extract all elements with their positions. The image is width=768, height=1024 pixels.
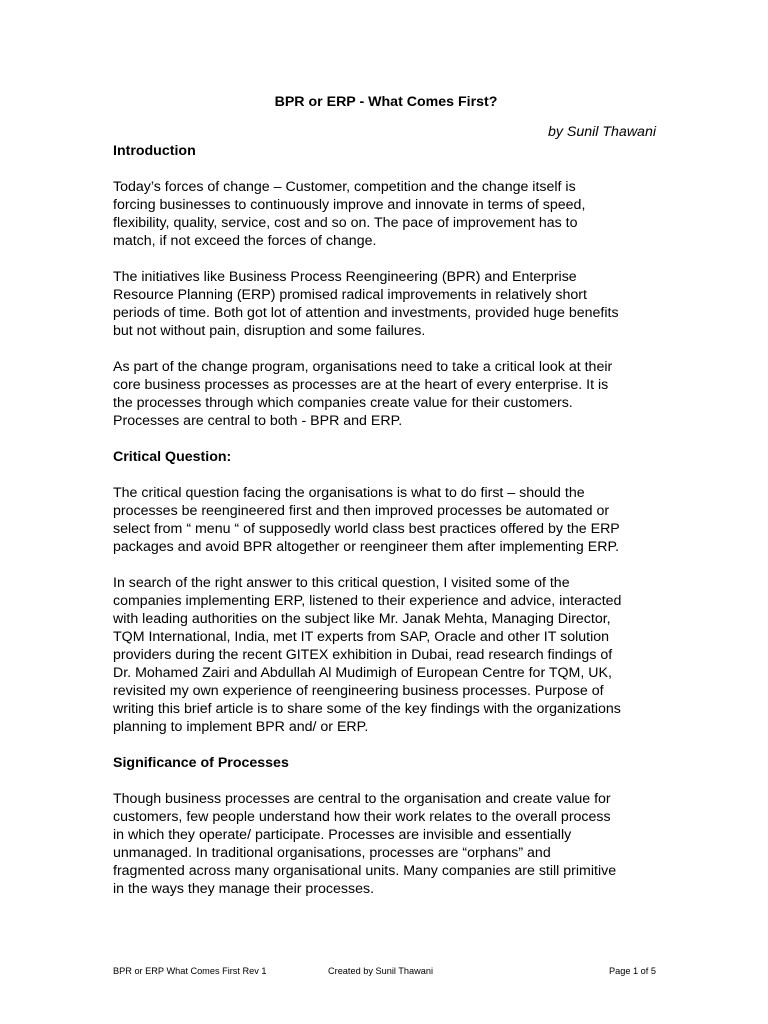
paragraph: The critical question facing the organisations is what to do first – should the processes be reengineered first and then improved processes be automated or select from “ menu “ of supposedly world class best practices offered by the ERP packages and avoid BPR altogether or reengineer them after implementing ERP.	[113, 485, 620, 555]
section-heading-introduction: Introduction	[113, 143, 196, 159]
paragraph: The initiatives like Business Process Reengineering (BPR) and Enterprise Resource Planning (ERP) promised radical improvements in relatively short periods of time. Both got lot of attention and investments, provided huge benefits but not without pain, disruption and some failures.	[113, 269, 619, 339]
document-body	[113, 93, 658, 898]
document-title: BPR or ERP - What Comes First?	[274, 94, 498, 110]
footer-document-name: BPR or ERP What Comes First Rev 1	[113, 966, 267, 976]
section-heading-critical-question: Critical Question:	[113, 449, 232, 465]
author-byline: by Sunil Thawani	[547, 124, 656, 140]
paragraph: Today’s forces of change – Customer, competition and the change itself is forcing businesses to continuously improve and innovate in terms of speed, flexibility, quality, service, cost and so on. The pace of improvement has to match, if not exceed the forces of change.	[113, 179, 586, 249]
paragraph: In search of the right answer to this critical question, I visited some of the companies implementing ERP, listened to their experience and advice, interacted with leading authorities on the subject like Mr. Janak Mehta, Managing Director, TQM International, India, met IT experts from SAP, Oracle and other IT solution providers during the recent GITEX exhibition in Dubai, read research findings of Dr. Mohamed Zairi and Abdullah Al Mudimigh of European Centre for TQM, UK, revisited my own experience of reengineering business processes. Purpose of writing this brief article is to share some of the key findings with the organizations planning to implement BPR and/ or ERP.	[113, 575, 622, 735]
section-heading-significance: Significance of Processes	[113, 755, 289, 771]
footer-author: Created by Sunil Thawani	[328, 966, 434, 976]
footer-page-number: Page 1 of 5	[609, 966, 656, 976]
paragraph: Though business processes are central to the organisation and create value for customers, few people understand how their work relates to the overall process in which they operate/ participate. Processes are invisible and essentially unmanaged. In traditional organisations, processes are “orphans” and fragmented across many organisational units. Many companies are still primitive in the ways they manage their processes.	[113, 791, 617, 897]
paragraph: As part of the change program, organisations need to take a critical look at their core business processes as processes are at the heart of every enterprise. It is the processes through which companies create value for their customers. Processes are central to both - BPR and ERP.	[113, 359, 613, 429]
